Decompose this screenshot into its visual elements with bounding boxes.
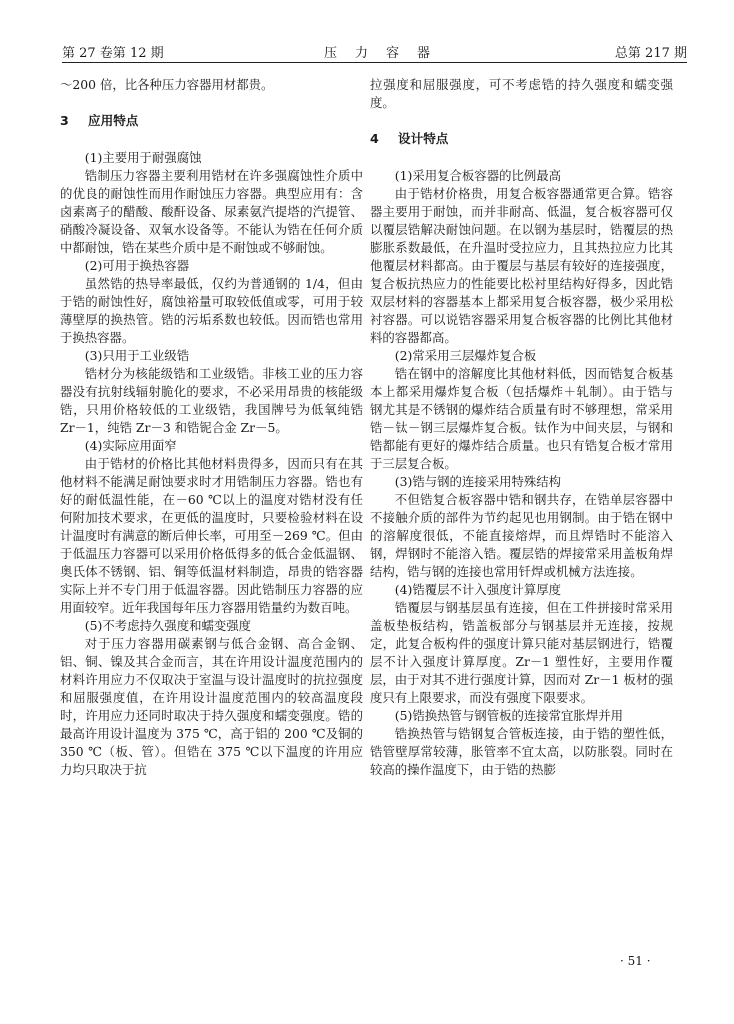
section-number: 3 (60, 113, 69, 128)
body-paragraph: 锆换热管与锆钢复合管板连接，由于锆的塑性低，锆管壁厚常较薄，胀管率不宜太高，以防胀裂。同时在较高的操作温度下，由于锆的热膨 (370, 726, 673, 777)
section-heading (60, 112, 363, 130)
section-title: 应用特点 (88, 113, 139, 128)
running-header (62, 40, 687, 63)
subsection-heading: (3)只用于工业级锆 (84, 348, 190, 363)
section-number: 4 (370, 131, 379, 146)
subsection-heading: (2)可用于换热容器 (84, 258, 190, 273)
right-text-column (370, 76, 673, 779)
subsection-heading: (1)主要用于耐强腐蚀 (84, 150, 202, 165)
body-paragraph: 锆制压力容器主要利用锆材在许多强腐蚀性介质中的优良的耐蚀性而用作耐蚀压力容器。典型应用有：含卤素离子的醋酸、酸酐设备、尿素氨汽提塔的汽提管、硝酸冷凝设备、双氧水设备等。不能认为锆在任何介质中都耐蚀，锆在某些介质中是不耐蚀或不够耐蚀。 (60, 168, 363, 255)
subsection-heading: (4)锆覆层不计入强度计算厚度 (394, 582, 562, 597)
left-text-column (60, 76, 363, 779)
body-paragraph: 拉强度和屈服强度，可不考虑锆的持久强度和蠕变强度。 (370, 77, 673, 110)
journal-title: 压力容器 (324, 46, 449, 61)
subsection-heading: (1)采用复合板容器的比例最高 (394, 168, 562, 183)
body-paragraph: ～200 倍，比各种压力容器用材都贵。 (60, 77, 274, 92)
body-paragraph: 由于锆材价格贵，用复合板容器通常更合算。锆容器主要用于耐蚀，而并非耐高、低温，复合板容器可仅以覆层锆解决耐蚀问题。在以钢为基层时，锆覆层的热膨胀系数最低，在升温时受拉应力，且其热拉应力比其他覆层材料都高。由于覆层与基层有较好的连接强度，复合板抗热应力的性能要比松衬里结构好得多，因此锆双层材料的容器基本上都采用复合板容器，极少采用松衬容器。可以说锆容器采用复合板容器的比例比其他材料的容器都高。 (370, 186, 673, 345)
page-number: · 51 · (620, 954, 651, 968)
body-paragraph: 锆材分为核能级锆和工业级锆。非核工业的压力容器没有抗射线辐射脆化的要求，不必采用昂贵的核能级锆，只用价格较低的工业级锆，我国牌号为低氧纯锆 Zr－1，纯锆 Zr－3 和锆铌合金 Zr－5。 (60, 366, 363, 435)
subsection-heading: (3)锆与钢的连接采用特殊结构 (394, 474, 562, 489)
journal-volume-issue: 第 27 卷第 12 期 (62, 46, 164, 61)
body-paragraph: 虽然锆的热导率最低，仅约为普通钢的 1/4，但由于锆的耐蚀性好，腐蚀裕量可取较低值或零，可用于较薄壁厚的换热管。锆的污垢系数也较低。因而锆也常用于换热容器。 (60, 276, 363, 345)
body-paragraph: 锆在钢中的溶解度比其他材料低，因而锆复合板基本上都采用爆炸复合板（包括爆炸＋轧制）。由于锆与钢尤其是不锈钢的爆炸结合质量有时不够理想，常采用锆－钛－钢三层爆炸复合板。钛作为中间夹层，与钢和锆都能有更好的爆炸结合质量。也只有锆复合板才常用于三层复合板。 (370, 366, 673, 471)
subsection-heading: (5)锆换热管与钢管板的连接常宜胀焊并用 (394, 708, 623, 723)
body-paragraph: 由于锆材的价格比其他材料贵得多，因而只有在其他材料不能满足耐蚀要求时才用锆制压力容器。锆也有好的耐低温性能，在－60 ℃以上的温度对锆材没有任何附加技术要求，在更低的温度时，只要检验材料在设计温度时有满意的断后伸长率，可用至－269 ℃。但由于低温压力容器可以采用价格低得多的低合金低温钢、奥氏体不锈钢、铝、铜等低温材料制造，昂贵的锆容器实际上并不专门用于低温容器。因此锆制压力容器的应用面较窄。近年我国每年压力容器用锆量约为数百吨。 (60, 456, 363, 615)
subsection-heading: (2)常采用三层爆炸复合板 (394, 348, 537, 363)
subsection-heading: (4)实际应用面窄 (84, 438, 177, 453)
section-title: 设计特点 (398, 131, 449, 146)
total-issue-number: 总第 217 期 (614, 46, 687, 61)
body-paragraph: 对于压力容器用碳素钢与低合金钢、高合金钢、铝、铜、镍及其合金而言，其在许用设计温度范围内的材料许用应力不仅取决于室温与设计温度时的抗拉强度和屈服强度值，在许用设计温度范围内的较高温度段时，许用应力还同时取决于持久强度和蠕变强度。锆的最高许用设计温度为 375 ℃，高于铝的 200 ℃及铜的 350 ℃（板、管）。但锆在 375 ℃以下温度的许用应力均只取决于抗 (60, 636, 363, 777)
body-paragraph: 锆覆层与钢基层虽有连接，但在工件拼接时常采用盖板垫板结构，锆盖板部分与钢基层并无连接，按规定，此复合板构件的强度计算只能对基层钢进行，锆覆层不计入强度计算厚度。Zr－1 塑性好，主要用作覆层，由于对其不进行强度计算，因而对 Zr－1 板材的强度只有上限要求，而没有强度下限要求。 (370, 600, 673, 705)
section-heading (370, 130, 673, 148)
subsection-heading: (5)不考虑持久强度和蠕变强度 (84, 618, 252, 633)
body-paragraph: 不但锆复合板容器中锆和钢共存，在锆单层容器中不接触介质的部件为节约起见也用钢制。由于锆在钢中的溶解度很低，不能直接熔焊，而且焊锆时不能溶入钢，焊钢时不能溶入锆。覆层锆的焊接常采用盖板角焊结构，锆与钢的连接也常用钎焊或机械方法连接。 (370, 492, 673, 579)
